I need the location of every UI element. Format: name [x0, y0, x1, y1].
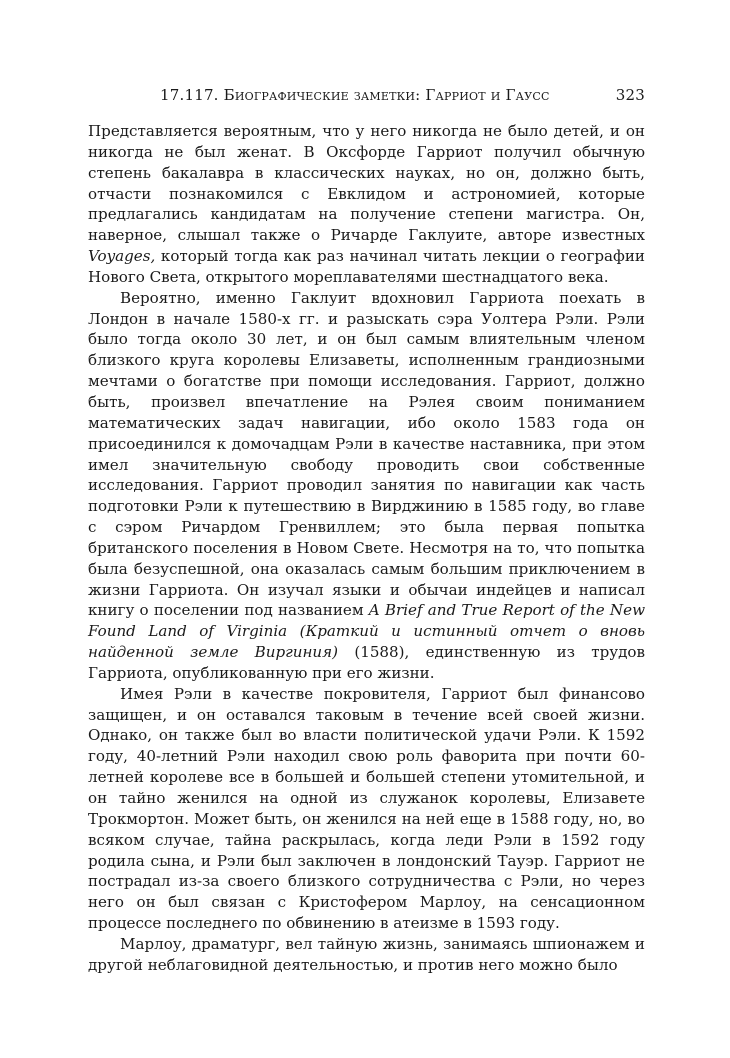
running-head-title	[160, 86, 550, 104]
section-number: 17.117.	[160, 86, 219, 104]
paragraph-2	[88, 288, 645, 684]
paragraph-1-after: который тогда как раз начинал читать лекции о географии Нового Света, открытого мореплавателями шестнадцатого века.	[88, 247, 645, 286]
section-title: Биографические заметки: Гарриот и Гаусс	[223, 86, 550, 104]
paragraph-4	[88, 934, 645, 976]
running-head	[88, 86, 645, 108]
page-number: 323	[615, 86, 645, 104]
paragraph-3-text: Имея Рэли в качестве покровителя, Гарриот был финансово защищен, и он оставался таковым в течение всей своей жизни. Однако, он также был во власти политической удачи Рэли. К 1592 году, 40-летний Рэли находил свою роль фаворита при почти 60-летней королеве все в большей и большей степени утомительной, и он тайно женился на одной из служанок королевы, Елизавете Трокмортон. Может быть, он женился на ней еще в 1588 году, но, во всяком случае, тайна раскрылась, когда леди Рэли в 1592 году родила сына, и Рэли был заключен в лондонский Тауэр. Гарриот не пострадал из-за своего близкого сотрудничества с Рэли, но через него он был связан с Кристофером Марлоу, на сенсационном процессе последнего по обвинению в атеизме в 1593 году.	[88, 684, 645, 933]
paragraph-4-text: Марлоу, драматург, вел тайную жизнь, занимаясь шпионажем и другой неблаговидной деятельностью, и против него можно было	[88, 934, 645, 974]
paragraph-2-after: (1588), единственную из трудов Гарриота, опубликованную при его жизни.	[88, 643, 646, 682]
paragraph-3	[88, 684, 645, 934]
paragraph-1-italic: Voyages,	[88, 247, 156, 266]
paragraph-1-text: Представляется вероятным, что у него никогда не было детей, и он никогда не был женат. В Оксфорде Гарриот получил обычную степень бакалавра в классических науках, но он, должно быть, отчасти познакомился с Евклидом и астрономией, которые предлагались кандидатам на получение степени магистра. Он, наверное, слышал также о Ричарде Гаклуите, авторе известных	[88, 122, 645, 245]
paragraph-1	[88, 121, 645, 288]
paragraph-2-text: Вероятно, именно Гаклуит вдохновил Гарриота поехать в Лондон в начале 1580-х гг. и разыскать сэра Уолтера Рэли. Рэли было тогда около 30 лет, и он был самым влиятельным членом близкого круга королевы Елизаветы, исполненным грандиозными мечтами о богатстве при помощи исследования. Гарриот, должно быть, произвел впечатление на Рэлея своим пониманием математических задач навигации, ибо около 1583 года он присоединился к домочадцам Рэли в качестве наставника, при этом имел значительную свободу проводить свои собственные исследования. Гарриот проводил занятия по навигации как часть подготовки Рэли к путешествию в Вирджинию в 1585 году, во главе с сэром Ричардом Гренвиллем; это была первая попытка британского поселения в Новом Свете. Несмотря на то, что попытка была безуспешной, она оказалась самым большим приключением в жизни Гарриота. Он изучал языки и обычаи индейцев и написал книгу о поселении под названием	[88, 288, 645, 620]
paragraph-2-italic: A Brief and True Report of the New Found Land of Virginia (Краткий и истинный отчет о вновь найденной земле Виргиния)	[88, 601, 645, 662]
body-text	[88, 121, 645, 976]
